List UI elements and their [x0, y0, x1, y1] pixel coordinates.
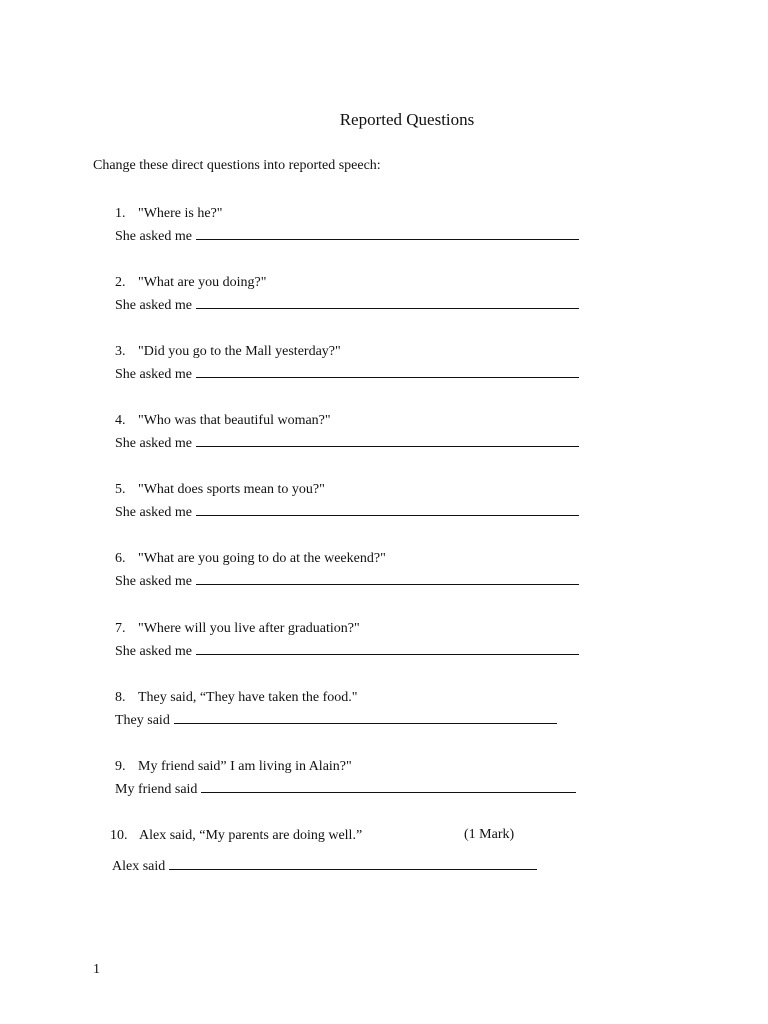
question-text: They said, “They have taken the food."	[138, 690, 358, 705]
question-item-9	[115, 755, 735, 801]
answer-prompt: She asked me	[115, 436, 192, 451]
question-number: 1.	[115, 206, 126, 221]
question-text: My friend said” I am living in Alain?"	[138, 759, 352, 774]
question-number: 5.	[115, 482, 126, 497]
question-item-3	[115, 340, 735, 386]
question-text: "Where will you live after graduation?"	[138, 621, 360, 636]
instructions: Change these direct questions into reported speech:	[93, 158, 381, 173]
answer-prompt: She asked me	[115, 644, 192, 659]
answer-prompt: Alex said	[112, 859, 166, 874]
mark-label: (1 Mark)	[464, 827, 515, 842]
question-number: 3.	[115, 344, 126, 359]
answer-prompt: She asked me	[115, 505, 192, 520]
question-item-4	[115, 409, 735, 455]
answer-prompt: My friend said	[115, 782, 198, 797]
question-text: "Where is he?"	[138, 206, 223, 221]
answer-blank[interactable]	[196, 501, 579, 516]
answer-blank[interactable]	[196, 225, 579, 240]
page-title: Reported Questions	[339, 110, 475, 129]
answer-blank[interactable]	[174, 709, 557, 724]
answer-prompt: They said	[115, 713, 170, 728]
answer-blank[interactable]	[196, 570, 579, 585]
question-item-5	[115, 478, 735, 524]
question-text: "Did you go to the Mall yesterday?"	[138, 344, 341, 359]
question-text: "What are you doing?"	[138, 275, 267, 290]
question-number: 9.	[115, 759, 126, 774]
answer-blank[interactable]	[201, 778, 576, 793]
question-number: 2.	[115, 275, 126, 290]
question-text: "Who was that beautiful woman?"	[138, 413, 331, 428]
answer-blank[interactable]	[169, 855, 537, 870]
answer-blank[interactable]	[196, 640, 579, 655]
question-item-7	[115, 617, 735, 663]
question-number: 8.	[115, 690, 126, 705]
question-number: 4.	[115, 413, 126, 428]
page-number: 1	[93, 962, 100, 977]
question-number: 6.	[115, 551, 126, 566]
answer-blank[interactable]	[196, 432, 579, 447]
answer-prompt: She asked me	[115, 574, 192, 589]
question-number: 10.	[110, 828, 128, 843]
question-text: "What are you going to do at the weekend?"	[138, 551, 386, 566]
answer-blank[interactable]	[196, 294, 579, 309]
question-item-2	[115, 271, 735, 317]
question-text: "What does sports mean to you?"	[138, 482, 325, 497]
question-text: Alex said, “My parents are doing well.”	[139, 828, 363, 843]
answer-prompt: She asked me	[115, 367, 192, 382]
question-item-1	[115, 202, 735, 248]
answer-prompt: She asked me	[115, 229, 192, 244]
question-number: 7.	[115, 621, 126, 636]
answer-blank[interactable]	[196, 363, 579, 378]
question-item-10	[110, 824, 730, 878]
question-item-6	[115, 547, 735, 593]
answer-prompt: She asked me	[115, 298, 192, 313]
question-item-8	[115, 686, 735, 732]
